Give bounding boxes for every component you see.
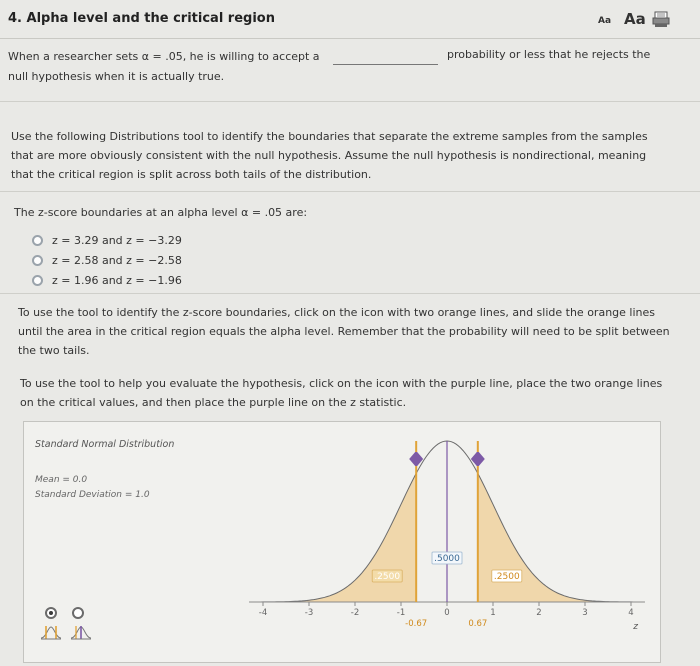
tool-title: Standard Normal Distribution — [35, 439, 175, 450]
normal-distribution-graph[interactable] — [209, 430, 655, 658]
z-axis-tick-label: 0 — [444, 608, 450, 618]
left-critical-value-label: -0.67 — [405, 619, 428, 629]
z-axis-tick-label: 2 — [536, 608, 542, 618]
radio-button[interactable] — [32, 235, 43, 246]
option-label: z = 3.29 and z = −3.29 — [52, 233, 182, 247]
option-label: z = 2.58 and z = −2.58 — [52, 253, 182, 267]
instructions-line: Use the following Distributions tool to identify the boundaries that separate the extreme samples from the samples — [11, 130, 648, 143]
z-axis-label: z — [633, 622, 638, 632]
left-tail-area-label: .2500 — [374, 572, 401, 582]
option-1-96[interactable] — [32, 270, 182, 290]
increase-font-button[interactable]: Aa — [624, 10, 646, 28]
instructions-line: that the critical region is split across both tails of the distribution. — [11, 168, 372, 181]
right-critical-value-label: 0.67 — [468, 619, 488, 629]
evaluate-instructions-paragraph — [20, 374, 690, 412]
divider — [0, 191, 700, 192]
instructions-line: that are more obviously consistent with the null hypothesis. Assume the null hypothesis is nondirectional, meaning — [11, 149, 647, 162]
radio-button[interactable] — [32, 255, 43, 266]
z-axis-tick-label: -1 — [396, 608, 406, 618]
mean-label: Mean = 0.0 — [35, 475, 88, 485]
option-3-29[interactable] — [32, 230, 182, 250]
z-axis-tick-label: -2 — [350, 608, 360, 618]
center-area-label: .5000 — [434, 554, 460, 564]
z-axis-tick-label: 3 — [582, 608, 588, 618]
answer-blank-dropdown[interactable] — [333, 64, 438, 65]
z-score-options — [32, 230, 182, 290]
z-axis-tick-label: 4 — [628, 608, 634, 618]
left-tail-region — [249, 473, 416, 602]
z-axis-tick-label: -3 — [304, 608, 314, 618]
right-tail-area-label: .2500 — [493, 572, 520, 582]
question1-after: probability or less that he rejects the — [447, 48, 651, 61]
tool-mode-radio-purple[interactable] — [72, 607, 84, 619]
tool-instructions-line: the two tails. — [18, 344, 90, 357]
sd-label: Standard Deviation = 1.0 — [35, 490, 150, 500]
question-header — [0, 0, 700, 39]
question-title: 4. Alpha level and the critical region — [8, 11, 275, 26]
question1-text — [8, 47, 338, 87]
right-tail-region — [478, 473, 645, 602]
purple-line-icon[interactable] — [70, 624, 92, 640]
radio-button[interactable] — [32, 275, 43, 286]
tool-instructions-line: until the area in the critical region equals the alpha level. Remember that the probability will need to be split between — [18, 325, 670, 338]
decrease-font-button[interactable]: Aa — [598, 16, 612, 26]
evaluate-instructions-line: on the critical values, and then place the purple line on the z statistic. — [20, 396, 407, 409]
z-axis-tick-label: -4 — [258, 608, 268, 618]
question1-line2: null hypothesis when it is actually true. — [8, 70, 225, 83]
z-axis-tick-label: 1 — [490, 608, 496, 618]
option-2-58[interactable] — [32, 250, 182, 270]
distributions-tool — [23, 421, 661, 663]
evaluate-instructions-line: To use the tool to help you evaluate the hypothesis, click on the icon with the purple line, place the two orange lines — [20, 377, 663, 390]
divider — [0, 101, 700, 102]
two-orange-lines-icon[interactable] — [40, 624, 62, 640]
instructions-paragraph — [11, 127, 691, 184]
print-icon[interactable] — [652, 10, 670, 28]
question1-before: When a researcher sets α = .05, he is willing to accept a — [8, 50, 320, 63]
divider — [0, 293, 700, 294]
tool-instructions-line: To use the tool to identify the z-score boundaries, click on the icon with two orange lines, and slide the orange lines — [18, 306, 655, 319]
question2-prompt: The z-score boundaries at an alpha level α = .05 are: — [14, 206, 308, 219]
tool-mode-radio-orange[interactable] — [45, 607, 57, 619]
option-label: z = 1.96 and z = −1.96 — [52, 273, 182, 287]
tool-instructions-paragraph — [18, 303, 688, 360]
z-axis-ticks — [259, 602, 634, 618]
